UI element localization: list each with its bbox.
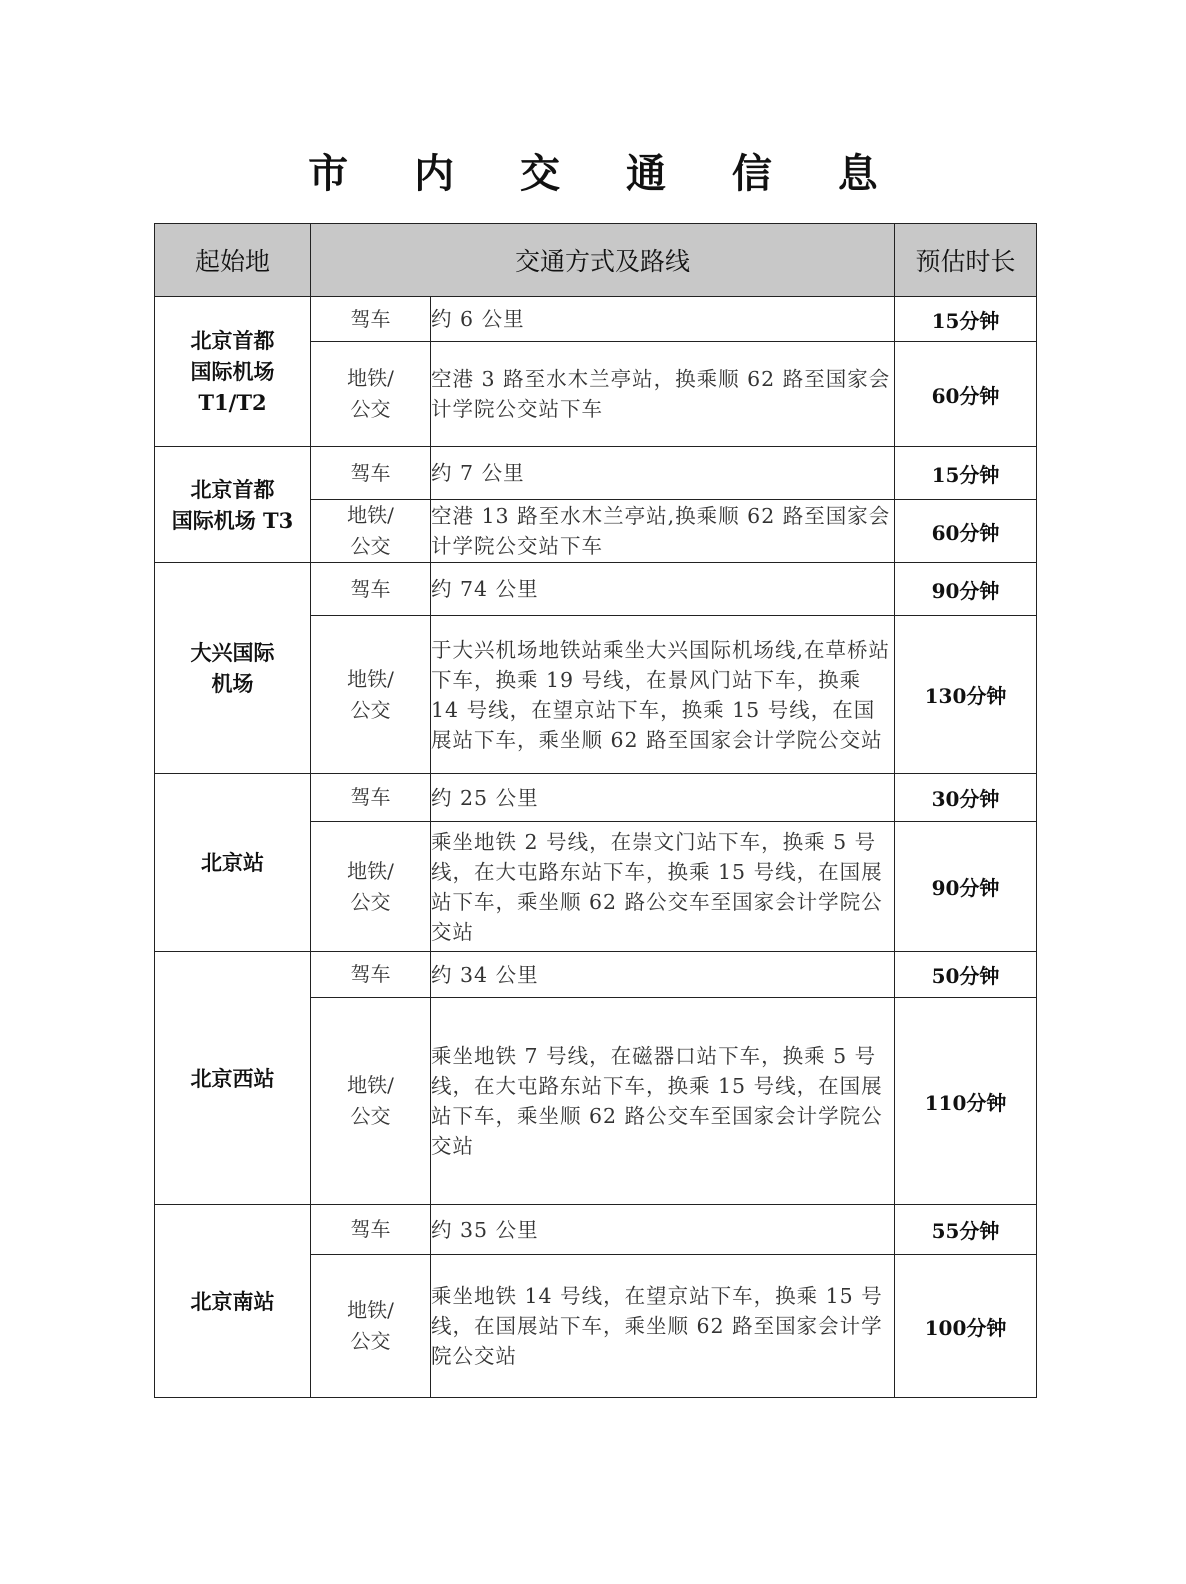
duration-value: 30分钟 [931,787,1000,811]
table-row [155,297,1037,342]
duration-cell [895,1255,1037,1398]
route-cell [431,297,895,342]
origin-cell [155,447,311,563]
header-origin: 起始地 [155,224,311,297]
mode-label: 驾车 [350,962,391,986]
duration-cell [895,342,1037,447]
route-cell [431,952,895,998]
mode-cell [311,822,431,952]
origin-label: 北京南站 [190,1288,275,1314]
mode-label: 地铁/ 公交 [347,366,394,421]
route-cell [431,998,895,1205]
route-cell [431,1255,895,1398]
mode-label: 驾车 [350,460,391,485]
route-text: 乘坐地铁 14 号线，在望京站下车，换乘 15 号线，在国展站下车，乘坐顺 62 路至国家会计学院公交站 [431,1284,883,1368]
route-text: 约 34 公里 [431,962,539,987]
duration-cell [895,822,1037,952]
duration-value: 100分钟 [924,1315,1007,1340]
mode-cell [311,1255,431,1398]
route-cell [431,616,895,774]
duration-value: 15分钟 [931,462,1000,487]
duration-value: 90分钟 [931,876,1000,900]
mode-label: 驾车 [350,785,391,809]
mode-label: 驾车 [350,1217,391,1241]
route-text: 空港 3 路至水木兰亭站，换乘顺 62 路至国家会计学院公交站下车 [431,367,891,421]
route-cell [431,447,895,500]
route-cell [431,500,895,563]
duration-cell [895,1205,1037,1255]
route-text: 约 35 公里 [431,1217,539,1242]
route-cell [431,774,895,822]
mode-label: 地铁/ 公交 [347,666,394,722]
route-text: 约 74 公里 [431,577,539,601]
route-text: 于大兴机场地铁站乘坐大兴国际机场线,在草桥站下车，换乘 19 号线，在景风门站下车，换乘 14 号线，在望京站下车，换乘 15 号线，在国展站下车，乘坐顺 62 路至国家会计学院公交站 [431,637,891,752]
mode-cell [311,616,431,774]
transport-table [154,223,1037,1398]
mode-label: 地铁/ 公交 [347,503,394,558]
origin-cell [155,1205,311,1398]
duration-value: 130分钟 [924,684,1007,708]
table-row [155,447,1037,500]
table-row [155,774,1037,822]
header-duration: 预估时长 [895,224,1037,297]
duration-cell [895,952,1037,998]
origin-label: 北京首都 国际机场 T1/T2 [190,328,275,415]
origin-cell [155,774,311,952]
route-cell [431,563,895,616]
mode-cell [311,563,431,616]
route-text: 乘坐地铁 2 号线，在崇文门站下车，换乘 5 号线，在大屯路东站下车，换乘 15 号线，在国展站下车，乘坐顺 62 路公交车至国家会计学院公交站 [431,829,883,944]
origin-label: 北京首都 国际机场 T3 [171,476,294,533]
origin-label: 北京西站 [190,1065,275,1091]
mode-cell [311,774,431,822]
duration-value: 15分钟 [931,308,1000,333]
route-text: 乘坐地铁 7 号线，在磁器口站下车，换乘 5 号线，在大屯路东站下车，换乘 15 号线，在国展站下车，乘坐顺 62 路公交车至国家会计学院公交站 [431,1044,883,1158]
mode-cell [311,297,431,342]
mode-label: 地铁/ 公交 [347,1073,394,1128]
route-text: 约 6 公里 [431,307,525,331]
duration-value: 90分钟 [931,578,1000,603]
mode-label: 驾车 [350,576,391,601]
table-header-row [155,224,1037,297]
duration-cell [895,297,1037,342]
duration-cell [895,998,1037,1205]
header-route: 交通方式及路线 [311,224,895,297]
mode-cell [311,952,431,998]
route-text: 空港 13 路至水木兰亭站,换乘顺 62 路至国家会计学院公交站下车 [431,504,891,558]
mode-cell [311,1205,431,1255]
duration-cell [895,774,1037,822]
route-cell [431,1205,895,1255]
route-text: 约 25 公里 [431,785,539,810]
mode-cell [311,998,431,1205]
origin-label: 大兴国际 机场 [190,640,275,696]
route-cell [431,822,895,952]
duration-value: 110分钟 [924,1090,1007,1115]
duration-cell [895,500,1037,563]
table-row [155,563,1037,616]
duration-value: 60分钟 [931,383,1000,408]
origin-cell [155,297,311,447]
origin-cell [155,952,311,1205]
page-title: 市 内 交 通 信 息 [308,150,904,197]
mode-cell [311,500,431,563]
table-row [155,1205,1037,1255]
mode-label: 地铁/ 公交 [347,858,394,914]
route-cell [431,342,895,447]
duration-value: 55分钟 [931,1219,1000,1243]
duration-value: 60分钟 [931,520,1000,545]
route-text: 约 7 公里 [431,461,525,485]
duration-cell [895,616,1037,774]
mode-label: 地铁/ 公交 [347,1298,394,1353]
mode-label: 驾车 [350,306,391,331]
mode-cell [311,342,431,447]
duration-cell [895,447,1037,500]
origin-label: 北京站 [201,850,264,875]
duration-cell [895,563,1037,616]
table-row [155,952,1037,998]
mode-cell [311,447,431,500]
duration-value: 50分钟 [931,964,1000,988]
origin-cell [155,563,311,774]
